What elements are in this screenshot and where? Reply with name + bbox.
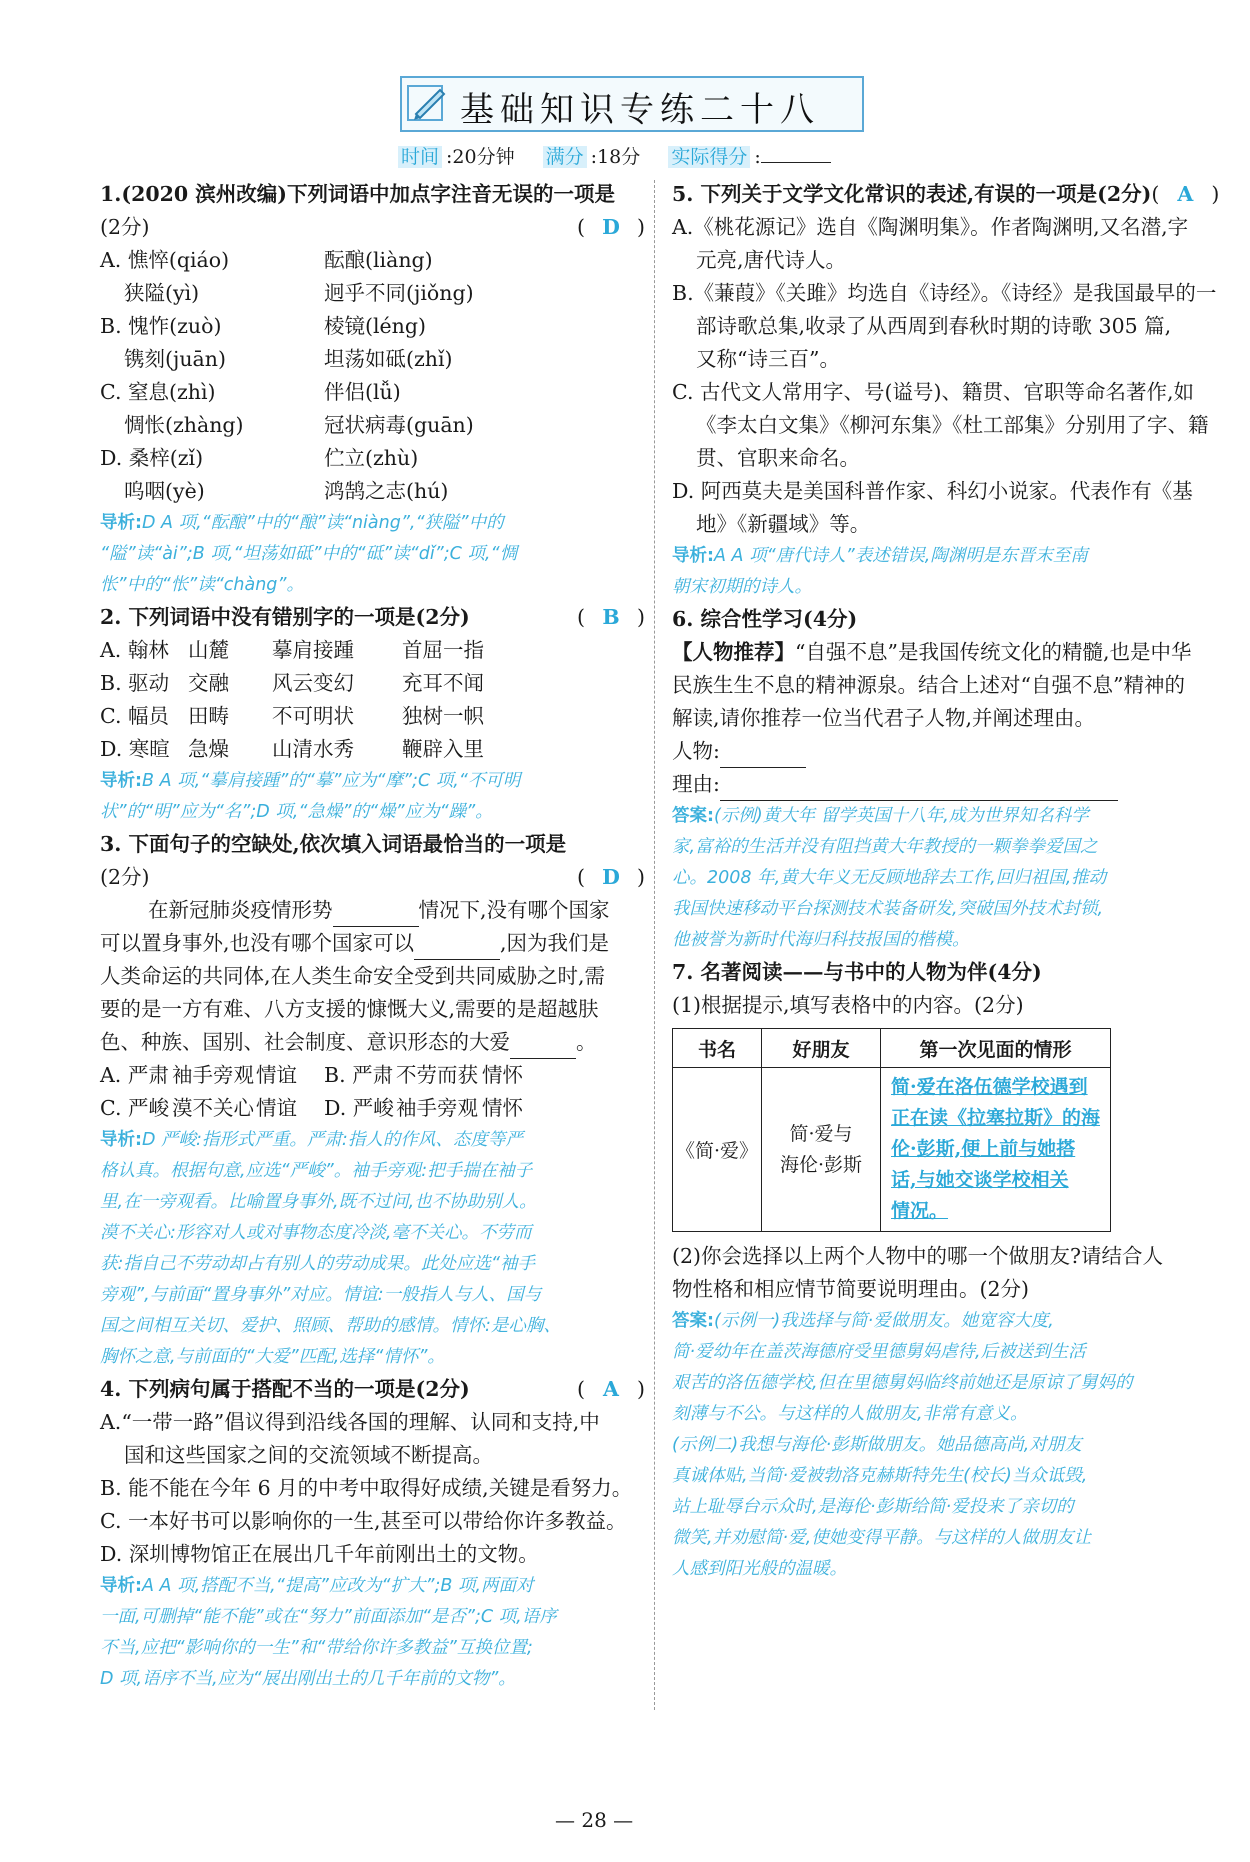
q5-option-a: A.《桃花源记》选自《陶渊明集》。作者陶渊明,又名潜,字 xyxy=(672,215,1189,239)
q4-option-d: D. 深圳博物馆正在展出几千年前刚出土的文物。 xyxy=(100,1542,539,1566)
q5-option-c-cont: 《李太白文集》《柳河东集》《杜工部集》分别用了字、籍 xyxy=(696,413,1209,437)
q3-passage-4: 要的是一方有难、八方支援的慷慨大义,需要的是超越肤 xyxy=(100,997,599,1021)
time-value: :20分钟 xyxy=(446,146,515,168)
q2-option-b: B. 驱动 交融 风云变幻 充耳不闻 xyxy=(100,671,484,695)
q6-answer-2: 家,富裕的生活并没有阻挡黄大年教授的一颗拳拳爱国之 xyxy=(672,837,1098,857)
q6-prompt-2: 民族生生不息的精神源泉。结合上述对“自强不息”精神的 xyxy=(672,673,1185,697)
q7-answer-5: (示例二)我想与海伦·彭斯做朋友。她品德高尚,对朋友 xyxy=(672,1435,1082,1455)
q4-answer: A xyxy=(603,1377,619,1401)
q1-option-d-cont: 呜咽(yè) 鸿鹄之志(hú) xyxy=(124,479,449,503)
q4-option-b: B. 能不能在今年 6 月的中考中取得好成绩,关键是看努力。 xyxy=(100,1476,633,1500)
q4-option-c: C. 一本好书可以影响你的一生,甚至可以带给你许多教益。 xyxy=(100,1509,627,1533)
cell-book: 《简·爱》 xyxy=(673,1068,762,1232)
q1-answer: D xyxy=(602,215,620,239)
q1-option-a-cont: 狭隘(yì) 迥乎不同(jiǒng) xyxy=(124,281,474,305)
q3-blank-3[interactable] xyxy=(510,1040,576,1059)
q7-sub2-cont: 物性格和相应情节简要说明理由。(2分) xyxy=(672,1277,1030,1301)
q1-analysis-3: 怅”中的“怅”读“chàng”。 xyxy=(100,575,304,595)
title-banner xyxy=(400,76,860,128)
q6-answer-5: 他被誉为新时代海归科技报国的楷模。 xyxy=(672,930,970,950)
q3-options-ab: A. 严肃 袖手旁观情谊 B. 严肃 不劳而获 情怀 xyxy=(100,1063,523,1087)
page-title: 基础知识专练二十八 xyxy=(460,90,820,130)
q7-answer-3: 艰苦的洛伍德学校,但在里德舅妈临终前她还是原谅了舅妈的 xyxy=(672,1373,1133,1393)
q1-option-b-cont: 镌刻(juān) 坦荡如砥(zhǐ) xyxy=(124,347,453,371)
q5-option-b-cont: 部诗歌总集,收录了从西周到春秋时期的诗歌 305 篇, xyxy=(696,314,1172,338)
q1-analysis-2: “隘”读“ài”;B 项,“坦荡如砥”中的“砥”读“dǐ”;C 项,“惆 xyxy=(100,544,518,564)
q6-prompt: 【人物推荐】“自强不息”是我国传统文化的精髓,也是中华 xyxy=(672,640,1192,664)
q5-option-c-cont2: 贯、官职来命名。 xyxy=(696,446,860,470)
q3-analysis-5: 获:指自己不劳动却占有别人的劳动成果。此处应选“袖手 xyxy=(100,1254,535,1274)
q2-answer: B xyxy=(602,605,620,629)
q6-person-field: 人物: xyxy=(672,735,1237,768)
q2-option-c: C. 幅员 田畴 不可明状 独树一帜 xyxy=(100,704,484,728)
q6-answer-4: 我国快速移动平台探测技术装备研发,突破国外技术封锁, xyxy=(672,899,1104,919)
q2-analysis-2: 状”的“明”应为“名”;D 项,“急燥”的“燥”应为“躁”。 xyxy=(100,802,493,822)
cell-scene: 简·爱在洛伍德学校遇到 正在读《拉塞拉斯》的海 伦·彭斯,便上前与她搭 话,与她交谈学校相关 情况。 xyxy=(881,1068,1111,1232)
q4-analysis-3: 不当,应把“影响你的一生”和“带给你许多教益”互换位置; xyxy=(100,1638,533,1658)
q4-analysis: 导析:A A 项,搭配不当,“提高”应改为“扩大”;B 项,两面对 xyxy=(100,1576,534,1596)
q1-stem: 1.(2020 滨州改编)下列词语中加点字注音无误的一项是 xyxy=(100,182,615,206)
q3-stem: 3. 下面句子的空缺处,依次填入词语最恰当的一项是 xyxy=(100,832,567,856)
q5-stem: 5. 下列关于文学文化常识的表述,有误的一项是(2分)( A ) xyxy=(672,178,1237,211)
q7-sub2: (2)你会选择以上两个人物中的哪一个做朋友?请结合人 xyxy=(672,1244,1164,1268)
q4-option-a: A.“一带一路”倡议得到沿线各国的理解、认同和支持,中 xyxy=(100,1410,600,1434)
q6-reason-blank[interactable] xyxy=(720,782,1118,801)
q4-analysis-4: D 项,语序不当,应为“展出刚出土的几千年前的文物”。 xyxy=(100,1669,516,1689)
left-column xyxy=(100,178,645,1695)
q5-option-d: D. 阿西莫夫是美国科普作家、科幻小说家。代表作有《基 xyxy=(672,479,1193,503)
column-divider xyxy=(654,180,655,1710)
q1-option-c: C. 窒息(zhì) 伴侣(lǚ) xyxy=(100,380,401,404)
score-label: 满分 xyxy=(543,146,587,168)
q3-passage-1: 在新冠肺炎疫情形势 情况下,没有哪个国家 xyxy=(100,894,645,927)
q1-option-b: B. 愧怍(zuò) 棱镜(léng) xyxy=(100,314,427,338)
q6-prompt-3: 解读,请你推荐一位当代君子人物,并阐述理由。 xyxy=(672,706,1096,730)
q3-analysis-7: 国之间相互关切、爱护、照顾、帮助的感情。情怀:是心胸、 xyxy=(100,1316,561,1336)
q7-sub1: (1)根据提示,填写表格中的内容。(2分) xyxy=(672,993,1024,1017)
col-scene: 第一次见面的情形 xyxy=(881,1029,1111,1068)
meta-info xyxy=(398,142,831,169)
q3-passage-5: 色、种族、国别、社会制度、意识形态的大爱 。 xyxy=(100,1026,645,1059)
q7-answer: 答案:(示例一)我选择与简·爱做朋友。她宽容大度, xyxy=(672,1311,1054,1331)
pencil-icon xyxy=(406,80,450,124)
q5-option-b-cont2: 又称“诗三百”。 xyxy=(696,347,840,371)
q3-passage-2: 可以置身事外,也没有哪个国家可以 ,因为我们是 xyxy=(100,927,645,960)
q5-analysis: 导析:A A 项“唐代诗人”表述错误,陶渊明是东晋末至南 xyxy=(672,546,1088,566)
q3-analysis-6: 旁观”,与前面“置身事外”对应。情谊:一般指人与人、国与 xyxy=(100,1285,542,1305)
q2-option-a: A. 翰林 山麓 摹肩接踵 首屈一指 xyxy=(100,638,484,662)
table-header-row xyxy=(673,1029,1111,1068)
q5-analysis-2: 朝宋初期的诗人。 xyxy=(672,577,812,597)
q6-stem: 6. 综合性学习(4分) xyxy=(672,607,858,631)
q2-stem: 2. 下列词语中没有错别字的一项是(2分) ( B ) xyxy=(100,601,645,634)
q3-analysis-8: 胸怀之意,与前面的“大爱”匹配,选择“情怀”。 xyxy=(100,1347,445,1367)
q5-option-c: C. 古代文人常用字、号(谥号)、籍贯、官职等命名著作,如 xyxy=(672,380,1194,404)
q7-answer-2: 简·爱幼年在盖茨海德府受里德舅妈虐待,后被送到生活 xyxy=(672,1342,1086,1362)
time-label: 时间 xyxy=(398,146,442,168)
actual-score-value: : xyxy=(754,146,761,168)
q3-options-cd: C. 严峻 漠不关心情谊 D. 严峻 袖手旁观 情怀 xyxy=(100,1096,523,1120)
actual-score-label: 实际得分 xyxy=(668,146,750,168)
right-column xyxy=(672,178,1237,1585)
q5-option-a-cont: 元亮,唐代诗人。 xyxy=(696,248,847,272)
q1-option-c-cont: 惆怅(zhàng) 冠状病毒(guān) xyxy=(124,413,474,437)
q6-reason-field: 理由: xyxy=(672,768,1237,801)
q2-option-d: D. 寒暄 急燥 山清水秀 鞭辟入里 xyxy=(100,737,484,761)
actual-score-blank[interactable] xyxy=(761,148,831,163)
q6-person-blank[interactable] xyxy=(720,749,806,768)
q1-stem-cont: (2分) ( D ) xyxy=(100,211,645,244)
table-row xyxy=(673,1068,1111,1232)
q3-stem-cont: (2分) ( D ) xyxy=(100,861,645,894)
q3-analysis-2: 格认真。根据句意,应选“严峻”。袖手旁观:把手揣在袖子 xyxy=(100,1161,533,1181)
q3-blank-1[interactable] xyxy=(333,908,419,927)
q4-analysis-2: 一面,可删掉“能不能”或在“努力”前面添加“是否”;C 项,语序 xyxy=(100,1607,557,1627)
q1-option-a: A. 憔悴(qiáo) 酝酿(liàng) xyxy=(100,248,433,272)
q7-stem: 7. 名著阅读——与书中的人物为伴(4分) xyxy=(672,960,1042,984)
col-friend: 好朋友 xyxy=(762,1029,881,1068)
q6-answer: 答案:(示例)黄大年 留学英国十八年,成为世界知名科学 xyxy=(672,806,1089,826)
col-book: 书名 xyxy=(673,1029,762,1068)
q7-answer-9: 人感到阳光般的温暖。 xyxy=(672,1559,847,1579)
score-value: :18分 xyxy=(590,146,641,168)
q3-analysis-4: 漠不关心:形容对人或对事物态度冷淡,毫不关心。不劳而 xyxy=(100,1223,532,1243)
page-number: — 28 — xyxy=(555,1808,634,1832)
q3-analysis: 导析:D 严峻:指形式严重。严肃:指人的作风、态度等严 xyxy=(100,1130,523,1150)
q7-answer-6: 真诚体贴,当简·爱被勃洛克赫斯特先生(校长)当众诋毁, xyxy=(672,1466,1088,1486)
q4-option-a-cont: 国和这些国家之间的交流领域不断提高。 xyxy=(124,1443,493,1467)
q5-option-b: B.《蒹葭》《关雎》均选自《诗经》。《诗经》是我国最早的一 xyxy=(672,281,1217,305)
q2-analysis: 导析:B A 项,“摹肩接踵”的“摹”应为“摩”;C 项,“不可明 xyxy=(100,771,521,791)
cell-friend: 简·爱与 海伦·彭斯 xyxy=(762,1068,881,1232)
q6-answer-3: 心。2008 年,黄大年义无反顾地辞去工作,回归祖国,推动 xyxy=(672,868,1107,888)
q3-analysis-3: 里,在一旁观看。比喻置身事外,既不过问,也不协助别人。 xyxy=(100,1192,537,1212)
q4-stem: 4. 下列病句属于搭配不当的一项是(2分) ( A ) xyxy=(100,1373,645,1406)
q7-table xyxy=(672,1028,1111,1232)
q3-blank-2[interactable] xyxy=(414,941,500,960)
q7-answer-7: 站上耻辱台示众时,是海伦·彭斯给简·爱投来了亲切的 xyxy=(672,1497,1074,1517)
q3-passage-3: 人类命运的共同体,在人类生命安全受到共同威胁之时,需 xyxy=(100,964,606,988)
q7-answer-8: 微笑,并劝慰简·爱,使她变得平静。与这样的人做朋友让 xyxy=(672,1528,1092,1548)
q1-option-d: D. 桑梓(zǐ) 伫立(zhù) xyxy=(100,446,419,470)
q7-answer-4: 刻薄与不公。与这样的人做朋友,非常有意义。 xyxy=(672,1404,1028,1424)
q3-answer: D xyxy=(602,865,620,889)
q5-answer: A xyxy=(1177,182,1194,206)
q5-option-d-cont: 地》《新疆域》等。 xyxy=(696,512,871,536)
q1-analysis: 导析:D A 项,“酝酿”中的“酿”读“niàng”,“狭隘”中的 xyxy=(100,513,504,533)
